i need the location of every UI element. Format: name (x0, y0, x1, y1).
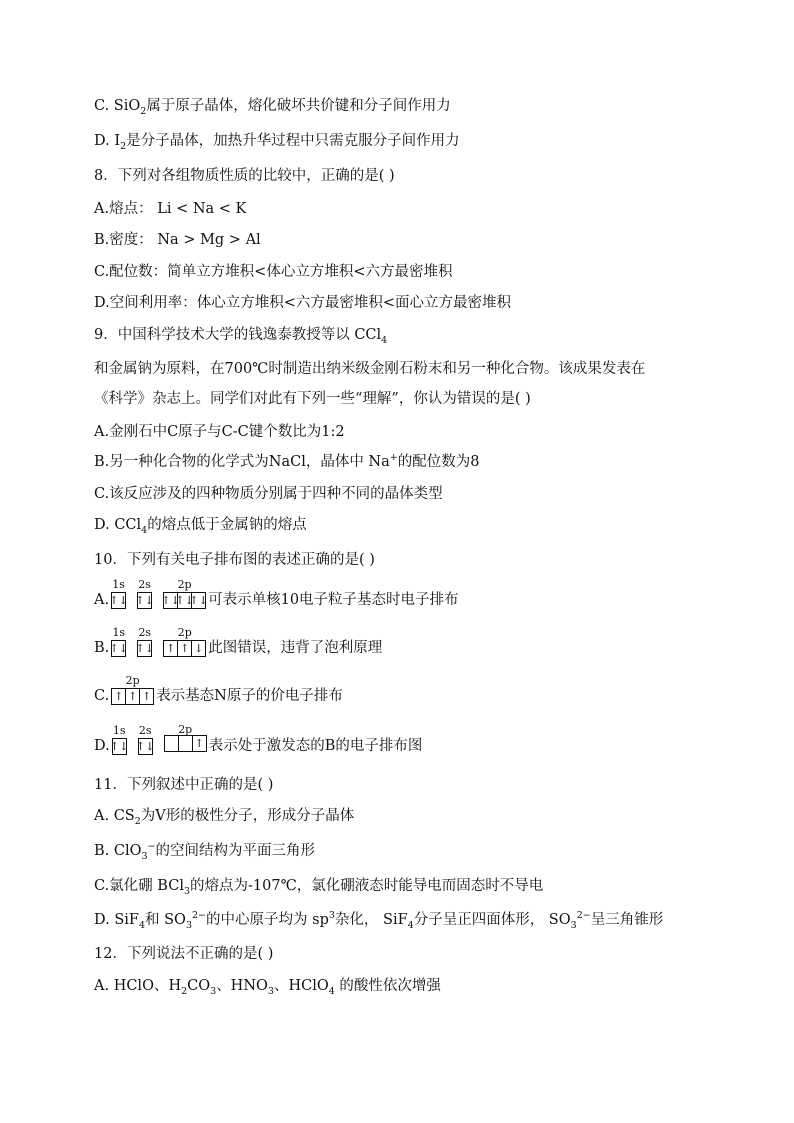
option-text: 此图错误，违背了泡利原理 (208, 640, 383, 656)
orbital-label: 2s (138, 724, 152, 737)
text-line: D. SiF$_4$和 $SO_3^{2-}$的中心原子均为 $sp^3$杂化， SiF$_4$分子呈正四面体形， $SO_3^{2-}$呈三角锥形 (94, 910, 664, 931)
orbital-box: ↑↓ (135, 642, 154, 655)
option-text: 可表示单核10电子粒子基态时电子排布 (208, 592, 459, 608)
text-line: C.氯化硼 BCl$_3$的熔点为-107℃，氯化硼液态时能导电而固态时不导电 (94, 878, 544, 897)
text-line: B.密度： Na > Mg > Al (94, 232, 261, 248)
text-line: C. SiO$_2$属于原子晶体，熔化破坏共价键和分子间作用力 (94, 98, 451, 117)
orbital-box: ↑ (125, 689, 139, 704)
orbital-box: ↑ (166, 642, 176, 655)
orbital-box: ↑ (177, 641, 191, 656)
orbital-group-2p (161, 578, 208, 610)
orbital-box: ↑ (139, 689, 153, 704)
orbital-label: 2s (138, 578, 151, 591)
orbital-label: 2p (177, 626, 192, 639)
option-label: C. (94, 688, 110, 704)
text-line: 9．中国科学技术大学的钱逸泰教授等以 CCl$_4$ (94, 327, 388, 346)
orbital-label: 1s (112, 578, 125, 591)
text-line: C.配位数：简单立方堆积<体心立方堆积<六方最密堆积 (94, 264, 453, 280)
orbital-group-1s (109, 578, 128, 610)
orbital-option (94, 626, 383, 658)
text-line: 《科学》杂志上。同学们对此有下列一些“理解”，你认为错误的是( ) (94, 391, 531, 407)
orbital-label: 2p (178, 723, 193, 736)
text-line: A. HClO、$H_2CO_3$、$HNO_3$、HClO$_4$ 的酸性依次增强 (94, 978, 441, 997)
text-line: B. ClO$_3$−的空间结构为平面三角形 (94, 841, 316, 862)
text-line: A.金刚石中C原子与C-C键个数比为1:2 (94, 424, 345, 440)
orbital-option (94, 723, 423, 757)
orbital-option (94, 674, 343, 706)
orbital-group-1s (110, 724, 129, 756)
orbital-box: ↑↓ (110, 740, 129, 753)
option-text: 表示基态N原子的价电子排布 (156, 688, 343, 704)
orbital-box: ↑↓ (109, 642, 128, 655)
option-label: A. (94, 592, 110, 608)
orbital-box: ↑ (192, 736, 206, 751)
text-line: 10．下列有关电子排布图的表述正确的是( ) (94, 552, 375, 568)
orbital-group-2p (163, 626, 206, 658)
orbital-box: ↑↓ (109, 594, 128, 607)
text-line: 8．下列对各组物质性质的比较中，正确的是( ) (94, 168, 395, 184)
orbital-box: ↓ (191, 641, 205, 656)
text-line: D. $I_2$是分子晶体，加热升华过程中只需克服分子间作用力 (94, 133, 460, 152)
text-line: B.另一种化合物的化学式为NaCl，晶体中 Na+的配位数为8 (94, 452, 480, 470)
orbital-label: 2p (125, 674, 140, 687)
option-label: D. (94, 738, 110, 754)
option-text: 表示处于激发态的B的电子排布图 (208, 738, 423, 754)
orbital-box: ↑↓ (189, 594, 208, 607)
text-line: A.熔点： Li < Na < K (94, 201, 247, 217)
orbital-box: ↑ (114, 690, 124, 703)
orbital-box: ↑↓ (135, 594, 154, 607)
orbital-label: 2p (177, 578, 192, 591)
orbital-box: ↑↓ (161, 594, 180, 607)
orbital-group-1s (109, 626, 128, 658)
orbital-box: ↑↓ (175, 594, 194, 607)
text-line: 12．下列说法不正确的是( ) (94, 946, 274, 962)
option-label: B. (94, 640, 110, 656)
text-line: 11．下列叙述中正确的是( ) (94, 777, 274, 793)
text-line: D. CCl$_4$的熔点低于金属钠的熔点 (94, 517, 307, 536)
orbital-option (94, 578, 459, 610)
text-line: C.该反应涉及的四种物质分别属于四种不同的晶体类型 (94, 486, 443, 502)
orbital-group-2s (135, 578, 154, 610)
orbital-label: 1s (112, 626, 126, 639)
text-line: 和金属钠为原料，在700℃时制造出纳米级金刚石粉末和另一种化合物。该成果发表在 (94, 361, 646, 377)
orbital-group-2p (164, 723, 207, 757)
orbital-label: 1s (112, 724, 126, 737)
orbital-group-2s (136, 724, 155, 756)
orbital-box: ↑↓ (136, 740, 155, 753)
orbital-group-2p (111, 674, 154, 706)
orbital-group-2s (135, 626, 154, 658)
text-line: A. $CS_2$为V形的极性分子，形成分子晶体 (94, 808, 355, 827)
text-line: D.空间利用率：体心立方堆积<六方最密堆积<面心立方最密堆积 (94, 295, 512, 311)
orbital-label: 2s (138, 626, 152, 639)
